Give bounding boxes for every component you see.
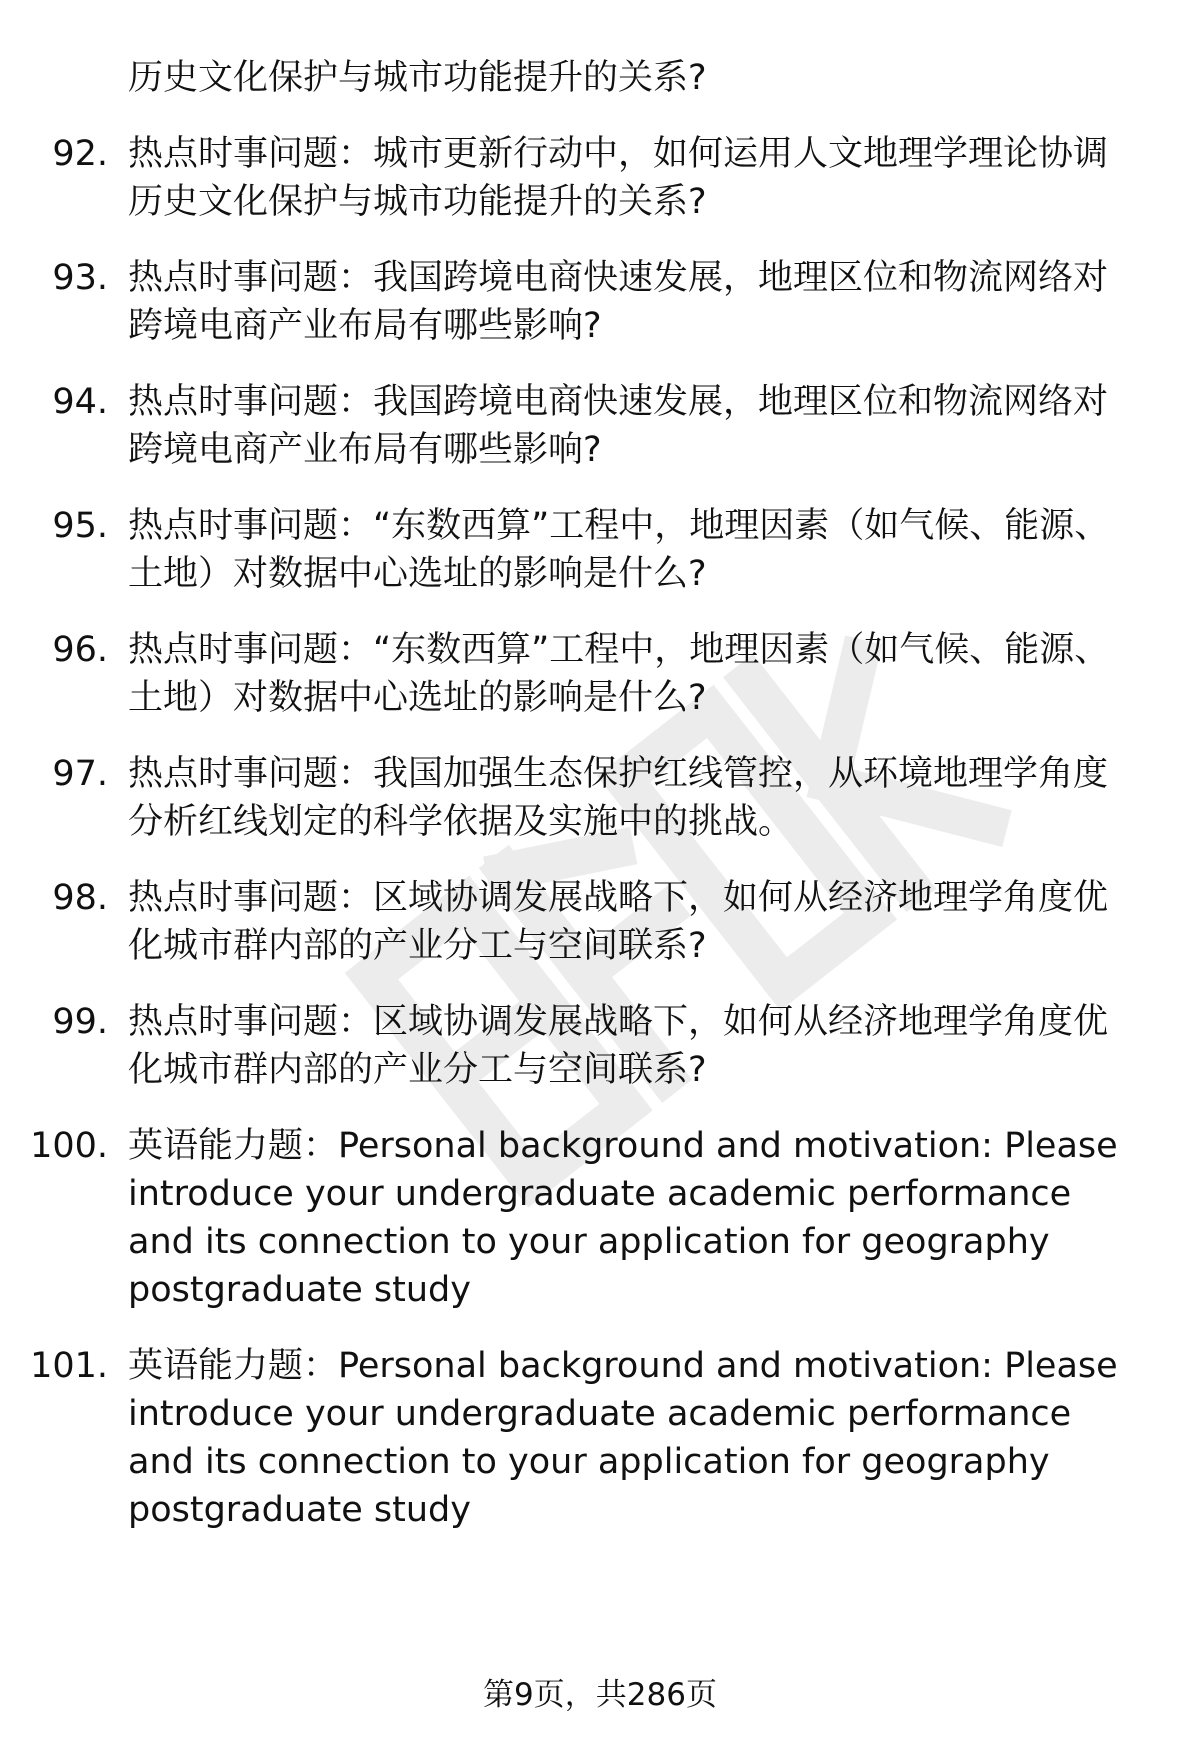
question-text: 热点时事问题：我国跨境电商快速发展，地理区位和物流网络对跨境电商产业布局有哪些影响? (128, 258, 1109, 346)
question-item (0, 874, 1200, 970)
question-item (0, 1342, 1200, 1534)
question-item (0, 130, 1200, 226)
question-number: 93. (52, 258, 108, 298)
question-item (0, 378, 1200, 474)
question-number: 92. (52, 134, 108, 174)
question-text: 英语能力题：Personal background and motivation: Please introduce your undergraduate academic performance and its connection to your application for geography postgraduate study (128, 1346, 1118, 1530)
question-item (0, 254, 1200, 350)
question-number: 94. (52, 382, 108, 422)
question-text: 英语能力题：Personal background and motivation: Please introduce your undergraduate academic performance and its connection to your application for geography postgraduate study (128, 1126, 1118, 1310)
question-item (0, 626, 1200, 722)
question-list (0, 54, 1200, 1562)
question-text: 热点时事问题：“东数西算”工程中，地理因素（如气候、能源、土地）对数据中心选址的影响是什么? (128, 506, 1110, 594)
question-number: 95. (52, 506, 108, 546)
question-item (0, 502, 1200, 598)
question-text: 历史文化保护与城市功能提升的关系? (128, 58, 707, 98)
question-text: 热点时事问题：城市更新行动中，如何运用人文地理学理论协调历史文化保护与城市功能提升的关系? (128, 134, 1109, 222)
question-text: 热点时事问题：我国跨境电商快速发展，地理区位和物流网络对跨境电商产业布局有哪些影响? (128, 382, 1109, 470)
question-text: 热点时事问题：区域协调发展战略下，如何从经济地理学角度优化城市群内部的产业分工与空间联系? (128, 878, 1109, 966)
question-number: 101. (30, 1346, 108, 1386)
continuation-item (0, 54, 1200, 102)
question-text: 热点时事问题：“东数西算”工程中，地理因素（如气候、能源、土地）对数据中心选址的影响是什么? (128, 630, 1110, 718)
question-number: 96. (52, 630, 108, 670)
question-item (0, 998, 1200, 1094)
question-number: 97. (52, 754, 108, 794)
question-text: 热点时事问题：区域协调发展战略下，如何从经济地理学角度优化城市群内部的产业分工与空间联系? (128, 1002, 1109, 1090)
question-text: 热点时事问题：我国加强生态保护红线管控，从环境地理学角度分析红线划定的科学依据及实施中的挑战。 (128, 754, 1109, 842)
page-footer: 第9页，共286页 (483, 1677, 717, 1713)
question-number: 99. (52, 1002, 108, 1042)
question-item (0, 750, 1200, 846)
question-item (0, 1122, 1200, 1314)
question-number: 100. (30, 1126, 108, 1166)
question-number: 98. (52, 878, 108, 918)
